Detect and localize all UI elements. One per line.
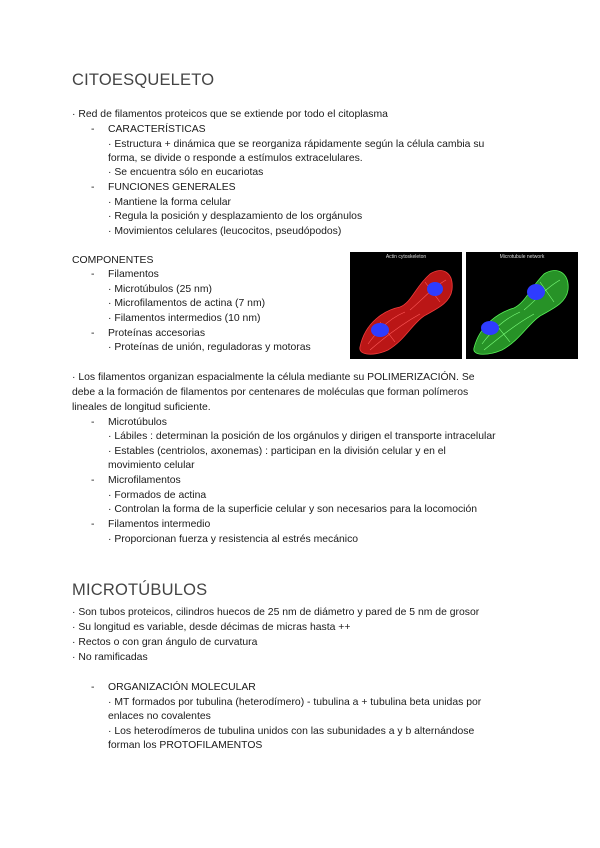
funciones-item: · Mantiene la forma celular [108, 197, 232, 208]
dash-bullet: - [91, 519, 95, 530]
dash-bullet: - [91, 475, 95, 486]
microfilamentos-line: · Controlan la forma de la superficie celular y son necesarios para la locomoción [108, 504, 478, 515]
proteinas-heading: Proteínas accesorias [108, 328, 206, 339]
organizacion-line: · Los heterodímeros de tubulina unidos con las subunidades a y b alternándose [108, 726, 475, 737]
intermedios-line: · Proporcionan fuerza y resistencia al estrés mecánico [108, 534, 359, 545]
dash-bullet: - [91, 182, 95, 193]
proteinas-item: · Proteínas de unión, reguladoras y motoras [108, 342, 311, 353]
intermedios-heading: Filamentos intermedio [108, 519, 211, 530]
caracteristicas-line: forma, se divide o responde a estímulos extracelulares. [108, 153, 363, 164]
microtubule-figure-label: Microtubule network [499, 254, 545, 260]
page-title-citoesqueleto: CITOESQUELETO [72, 71, 215, 89]
microtubulos-heading: Microtúbulos [108, 417, 167, 428]
filamentos-item: · Filamentos intermedios (10 nm) [108, 313, 261, 324]
microtubule-network-image [466, 252, 578, 359]
caracteristicas-line: · Estructura + dinámica que se reorganiza rápidamente según la célula cambia su [108, 139, 485, 150]
funciones-item: · Regula la posición y desplazamiento de los orgánulos [108, 211, 363, 222]
microtubulos-line: · Estables (centriolos, axonemas) : participan en la división celular y en el [108, 446, 446, 457]
microfilamentos-heading: Microfilamentos [108, 475, 181, 486]
polimerizacion-line: debe a la formación de filamentos por centenares de moléculas que forman polímeros [72, 387, 469, 398]
microfilamentos-line: · Formados de actina [108, 490, 207, 501]
funciones-item: · Movimientos celulares (leucocitos, pseudópodos) [108, 226, 342, 237]
dash-bullet: - [91, 682, 95, 693]
componentes-heading: COMPONENTES [72, 255, 154, 266]
dash-bullet: - [91, 328, 95, 339]
caracteristicas-heading: CARACTERÍSTICAS [108, 124, 206, 135]
intro-line: · Red de filamentos proteicos que se extiende por todo el citoplasma [72, 109, 388, 120]
filamentos-heading: Filamentos [108, 269, 159, 280]
actin-figure-label: Actin cytoskeleton [385, 254, 427, 260]
microtubulos-line: movimiento celular [108, 460, 195, 471]
organizacion-line: · MT formados por tubulina (heterodímero) - tubulina a + tubulina beta unidas por [108, 697, 482, 708]
filamentos-item: · Microfilamentos de actina (7 nm) [108, 298, 266, 309]
dash-bullet: - [91, 417, 95, 428]
microtubulos-bullet: · No ramificadas [72, 652, 148, 663]
organizacion-line: enlaces no covalentes [108, 711, 211, 722]
microtubulos-bullet: · Rectos o con gran ángulo de curvatura [72, 637, 258, 648]
dash-bullet: - [91, 124, 95, 135]
polimerizacion-line: · Los filamentos organizan espacialmente la célula mediante su POLIMERIZACIÓN. Se [72, 372, 475, 383]
polimerizacion-line: lineales de longitud suficiente. [72, 402, 211, 413]
funciones-heading: FUNCIONES GENERALES [108, 182, 236, 193]
actin-cytoskeleton-image [350, 252, 462, 359]
microtubulos-line: · Lábiles : determinan la posición de los orgánulos y dirigen el transporte intracelular [108, 431, 496, 442]
caracteristicas-line: · Se encuentra sólo en eucariotas [108, 167, 264, 178]
microtubulos-bullet: · Su longitud es variable, desde décimas de micras hasta ++ [72, 622, 351, 633]
organizacion-line: forman los PROTOFILAMENTOS [108, 740, 263, 751]
dash-bullet: - [91, 269, 95, 280]
microtubulos-bullet: · Son tubos proteicos, cilindros huecos de 25 nm de diámetro y pared de 5 nm de grosor [72, 607, 480, 618]
section-title-microtubulos: MICROTÚBULOS [72, 581, 208, 599]
organizacion-heading: ORGANIZACIÓN MOLECULAR [108, 682, 256, 693]
filamentos-item: · Microtúbulos (25 nm) [108, 284, 212, 295]
